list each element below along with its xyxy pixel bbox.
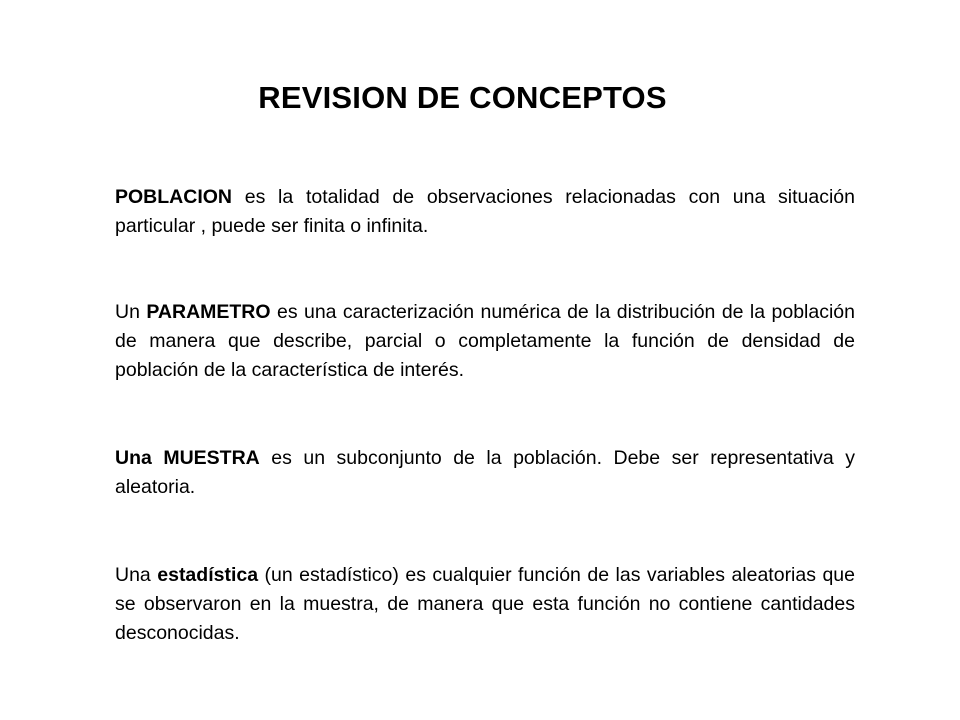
definition-text: es una caracterización numérica de la distribución de la población de manera que describe, parcial o completamente la función de densidad de población de la característica de interés. <box>115 301 855 381</box>
definition-text: es un subconjunto de la población. Debe ser representativa y aleatoria. <box>115 447 856 498</box>
definition-parametro <box>115 298 855 385</box>
definition-estadistica <box>115 561 855 648</box>
slide-title: REVISION DE CONCEPTOS <box>258 80 667 115</box>
definition-term: PARAMETRO <box>146 301 271 323</box>
definition-term: estadística <box>157 564 259 586</box>
definition-text: (un estadístico) es cualquier función de las variables aleatorias que se observaron en la muestra, de manera que esta función no contiene cantidades desconocidas. <box>115 564 855 644</box>
definition-muestra <box>115 444 855 502</box>
definition-poblacion <box>115 183 855 241</box>
definition-term: Una MUESTRA <box>115 447 260 469</box>
definition-text: es la totalidad de observaciones relacionadas con una situación particular , puede ser finita o infinita. <box>115 186 855 237</box>
definition-prefix: Un <box>115 301 147 323</box>
definition-term: POBLACION <box>115 186 232 208</box>
definition-prefix: Una <box>115 564 158 586</box>
